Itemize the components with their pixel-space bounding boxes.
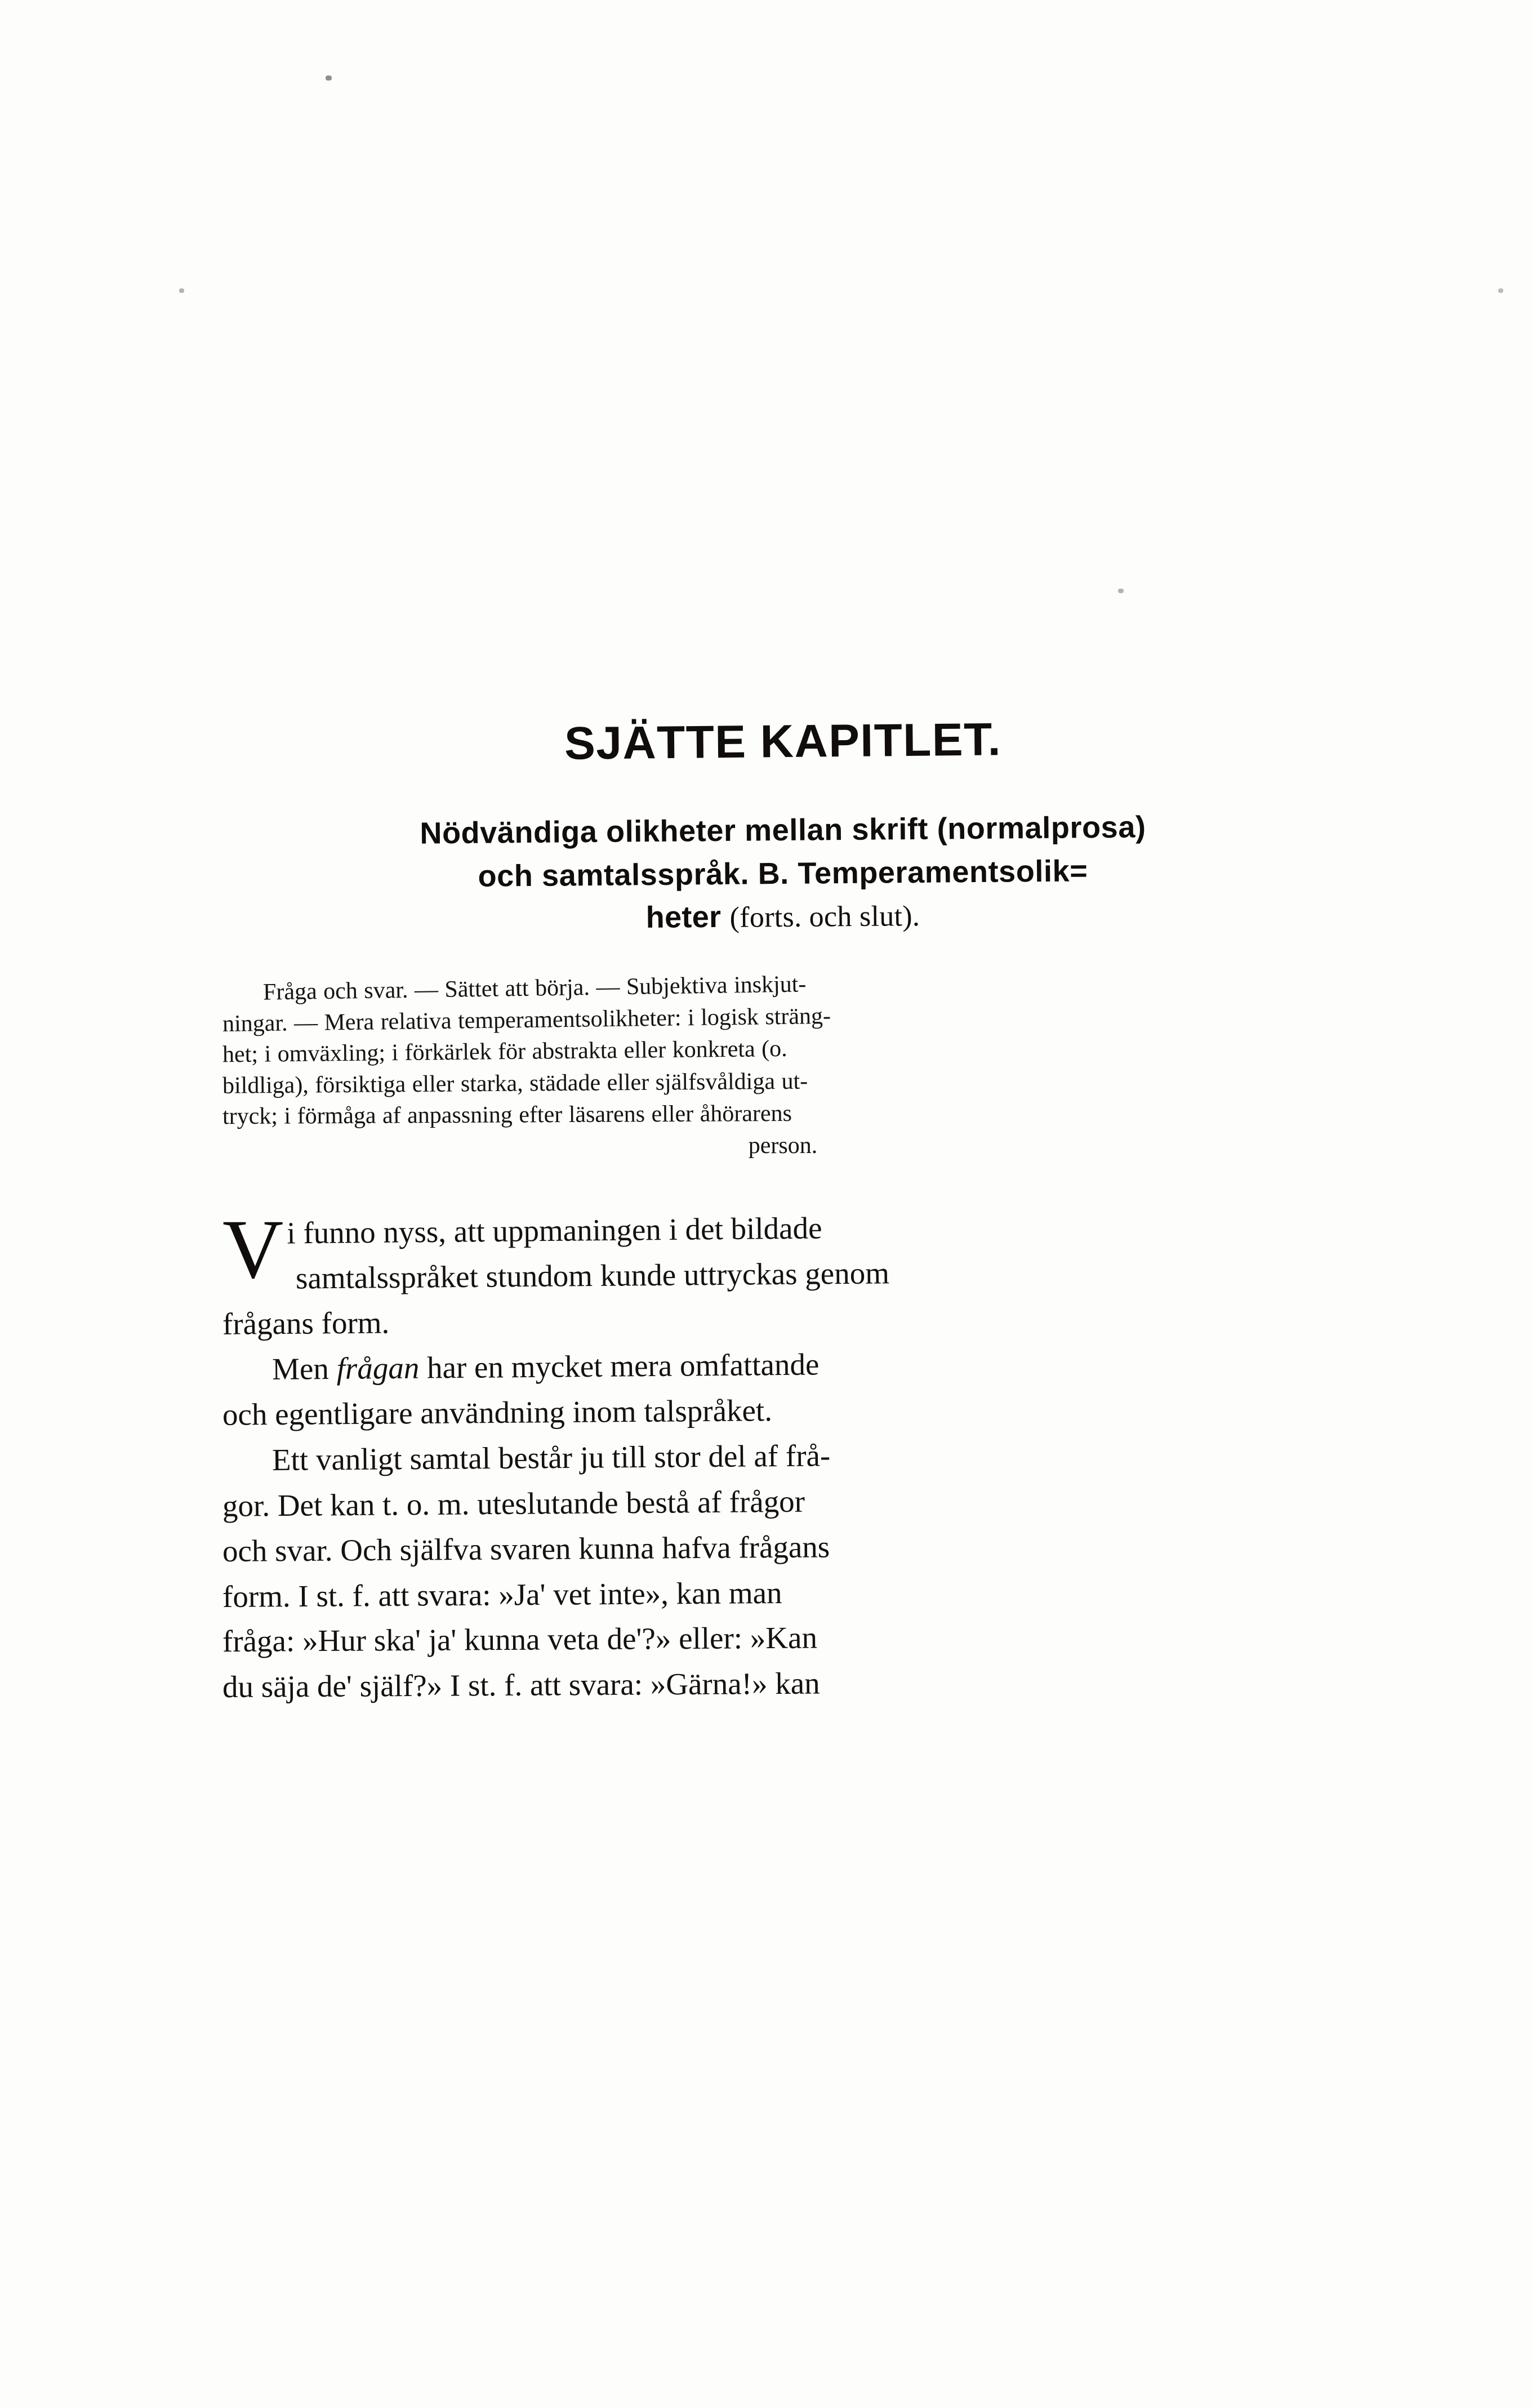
- paragraph-3: [222, 1434, 1343, 1707]
- subtitle-line-3-roman: (forts. och slut).: [729, 900, 920, 934]
- paragraph-3-line-4: form. I st. f. att svara: »Ja' vet inte», kan man: [222, 1575, 782, 1614]
- scan-speck: [1498, 288, 1503, 293]
- argument-line-6: person.: [748, 1132, 818, 1159]
- subtitle-line-2: och samtalsspråk. B. Temperamentsolik=: [478, 853, 1088, 893]
- paragraph-1-line-1: i funno nyss, att uppmaningen i det bildade: [287, 1210, 822, 1250]
- drop-cap-letter: V: [222, 1202, 284, 1296]
- paragraph-1-line-2: samtalsspråket stundom kunde uttryckas genom: [295, 1256, 890, 1296]
- paragraph-2-line-2: och egentligare användning inom talspråket.: [222, 1393, 773, 1432]
- body-text: [222, 1202, 1343, 1707]
- argument-line-5: tryck; i förmåga af anpassning efter läsarens eller åhörarens: [222, 1100, 792, 1129]
- subtitle-line-3: [222, 891, 1344, 943]
- argument-line-3: het; i omväxling; i förkärlek för abstrakta eller konkreta (o.: [222, 1036, 787, 1068]
- paragraph-3-line-3: och svar. Och själfva svaren kunna hafva frågans: [222, 1529, 830, 1568]
- chapter-subtitle: [222, 809, 1343, 938]
- page-title: SJÄTTE KAPITLET.: [564, 714, 1002, 769]
- paragraph-3-line-2: gor. Det kan t. o. m. uteslutande bestå af frågor: [222, 1484, 805, 1523]
- argument-line-2: ningar. — Mera relativa temperamentsolikheter: i logisk sträng-: [222, 1003, 831, 1038]
- paragraph-3-line-6: du säja de' själf?» I st. f. att svara: »Gärna!» kan: [222, 1666, 820, 1704]
- scan-speck: [1118, 589, 1124, 593]
- chapter-argument: [222, 969, 1343, 1162]
- paragraph-3-line-5: fråga: »Hur ska' ja' kunna veta de'?» eller: »Kan: [222, 1621, 818, 1659]
- paragraph-1: [222, 1202, 1343, 1343]
- argument-line-4: bildliga), försiktiga eller starka, städade eller själfsvåldiga ut-: [222, 1068, 808, 1099]
- scan-speck: [326, 75, 332, 81]
- text-column: [222, 715, 1343, 1707]
- paragraph-1-line-3: frågans form.: [222, 1305, 390, 1341]
- scan-speck: [179, 288, 184, 293]
- argument-line-1: Fråga och svar. — Sättet att börja. — Subjektiva inskjut-: [262, 971, 807, 1005]
- emphasized-word: frågan: [336, 1350, 420, 1386]
- subtitle-line-1: Nödvändiga olikheter mellan skrift (normalprosa): [420, 810, 1146, 851]
- paragraph-2: [222, 1342, 1343, 1434]
- paragraph-3-line-1: Ett vanligt samtal består ju till stor del af frå-: [271, 1438, 831, 1477]
- paragraph-2-line-1-post: har en mycket mera omfattande: [419, 1347, 820, 1385]
- subtitle-line-3-bold: heter: [645, 900, 722, 935]
- paragraph-2-line-1-pre: Men: [271, 1351, 337, 1387]
